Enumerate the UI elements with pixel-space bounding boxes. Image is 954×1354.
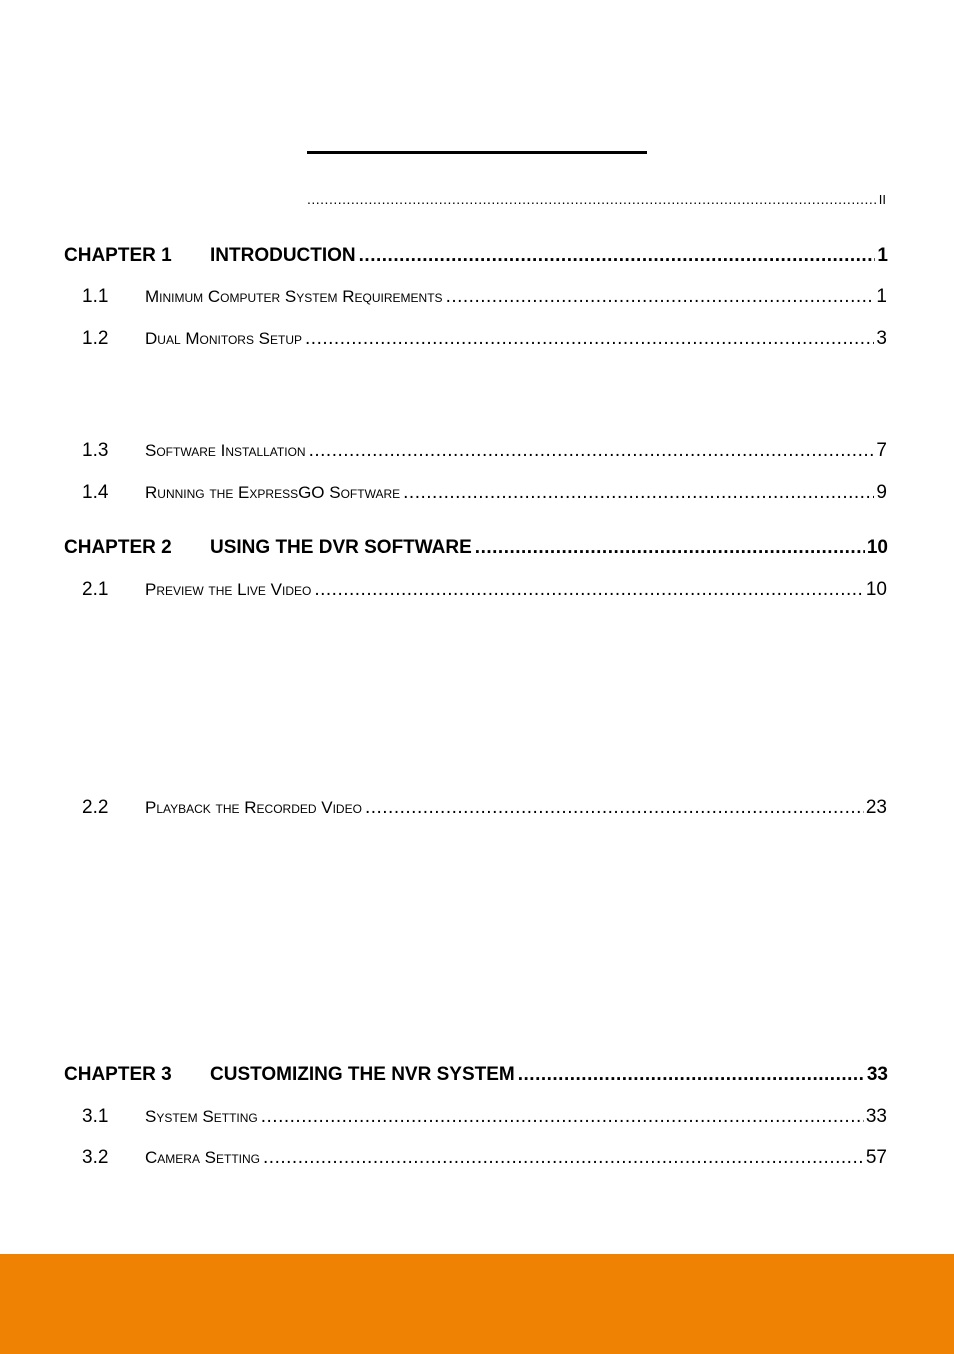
- page-number: 7: [876, 440, 887, 461]
- dot-leader: [307, 191, 877, 207]
- dot-leader: [518, 1064, 865, 1086]
- toc-section-1-2[interactable]: [82, 328, 887, 350]
- section-title: Camera Setting: [145, 1148, 261, 1167]
- page-number: 1: [877, 245, 888, 266]
- section-number: 3.1: [82, 1106, 109, 1127]
- title-underline: [307, 151, 647, 154]
- dot-leader: [446, 286, 875, 308]
- page-number: 23: [865, 797, 887, 818]
- section-title: Running the ExpressGO Software: [145, 483, 401, 502]
- toc-section-3-1[interactable]: [82, 1106, 887, 1128]
- chapter-label: CHAPTER 1: [64, 245, 172, 266]
- section-number: 3.2: [82, 1147, 109, 1168]
- dot-leader: [261, 1106, 864, 1128]
- page-number: 33: [866, 1064, 888, 1085]
- page-number: 3: [876, 328, 887, 349]
- dot-leader: [263, 1147, 864, 1169]
- toc-section-1-3[interactable]: [82, 440, 887, 462]
- dot-leader: [403, 482, 874, 504]
- chapter-label: CHAPTER 3: [64, 1064, 172, 1085]
- section-title: Software Installation: [145, 441, 306, 460]
- toc-chapter-2[interactable]: [64, 537, 888, 559]
- page-number: 33: [865, 1106, 887, 1127]
- dot-leader: [359, 245, 876, 267]
- chapter-title: INTRODUCTION: [210, 245, 356, 266]
- page-number: 57: [865, 1147, 887, 1168]
- section-number: 1.1: [82, 286, 109, 307]
- dot-leader: [305, 328, 874, 350]
- section-title: System Setting: [145, 1107, 258, 1126]
- dot-leader: [314, 579, 864, 601]
- toc-entry-preface[interactable]: [304, 191, 886, 207]
- page-number: 1: [876, 286, 887, 307]
- toc-section-3-2[interactable]: [82, 1147, 887, 1169]
- section-number: 1.4: [82, 482, 109, 503]
- toc-chapter-1[interactable]: [64, 245, 888, 267]
- toc-section-1-4[interactable]: [82, 482, 887, 504]
- section-title: Playback the Recorded Video: [145, 798, 362, 817]
- page-number: 9: [876, 482, 887, 503]
- toc-section-2-1[interactable]: [82, 579, 887, 601]
- toc-chapter-3[interactable]: [64, 1064, 888, 1086]
- footer-bar: [0, 1254, 954, 1354]
- section-title: Minimum Computer System Requirements: [145, 287, 443, 306]
- dot-leader: [365, 797, 864, 819]
- section-number: 1.2: [82, 328, 109, 349]
- section-number: 1.3: [82, 440, 109, 461]
- section-title: Dual Monitors Setup: [145, 329, 303, 348]
- chapter-title: USING THE DVR SOFTWARE: [210, 537, 472, 558]
- page-number: II: [878, 192, 886, 207]
- toc-section-2-2[interactable]: [82, 797, 887, 819]
- section-title: Preview the Live Video: [145, 580, 312, 599]
- page-number: 10: [866, 537, 888, 558]
- page-number: 10: [865, 579, 887, 600]
- toc-section-1-1[interactable]: [82, 286, 887, 308]
- section-number: 2.2: [82, 797, 109, 818]
- chapter-title: CUSTOMIZING THE NVR SYSTEM: [210, 1064, 515, 1085]
- chapter-label: CHAPTER 2: [64, 537, 172, 558]
- dot-leader: [309, 440, 875, 462]
- dot-leader: [475, 537, 865, 559]
- section-number: 2.1: [82, 579, 109, 600]
